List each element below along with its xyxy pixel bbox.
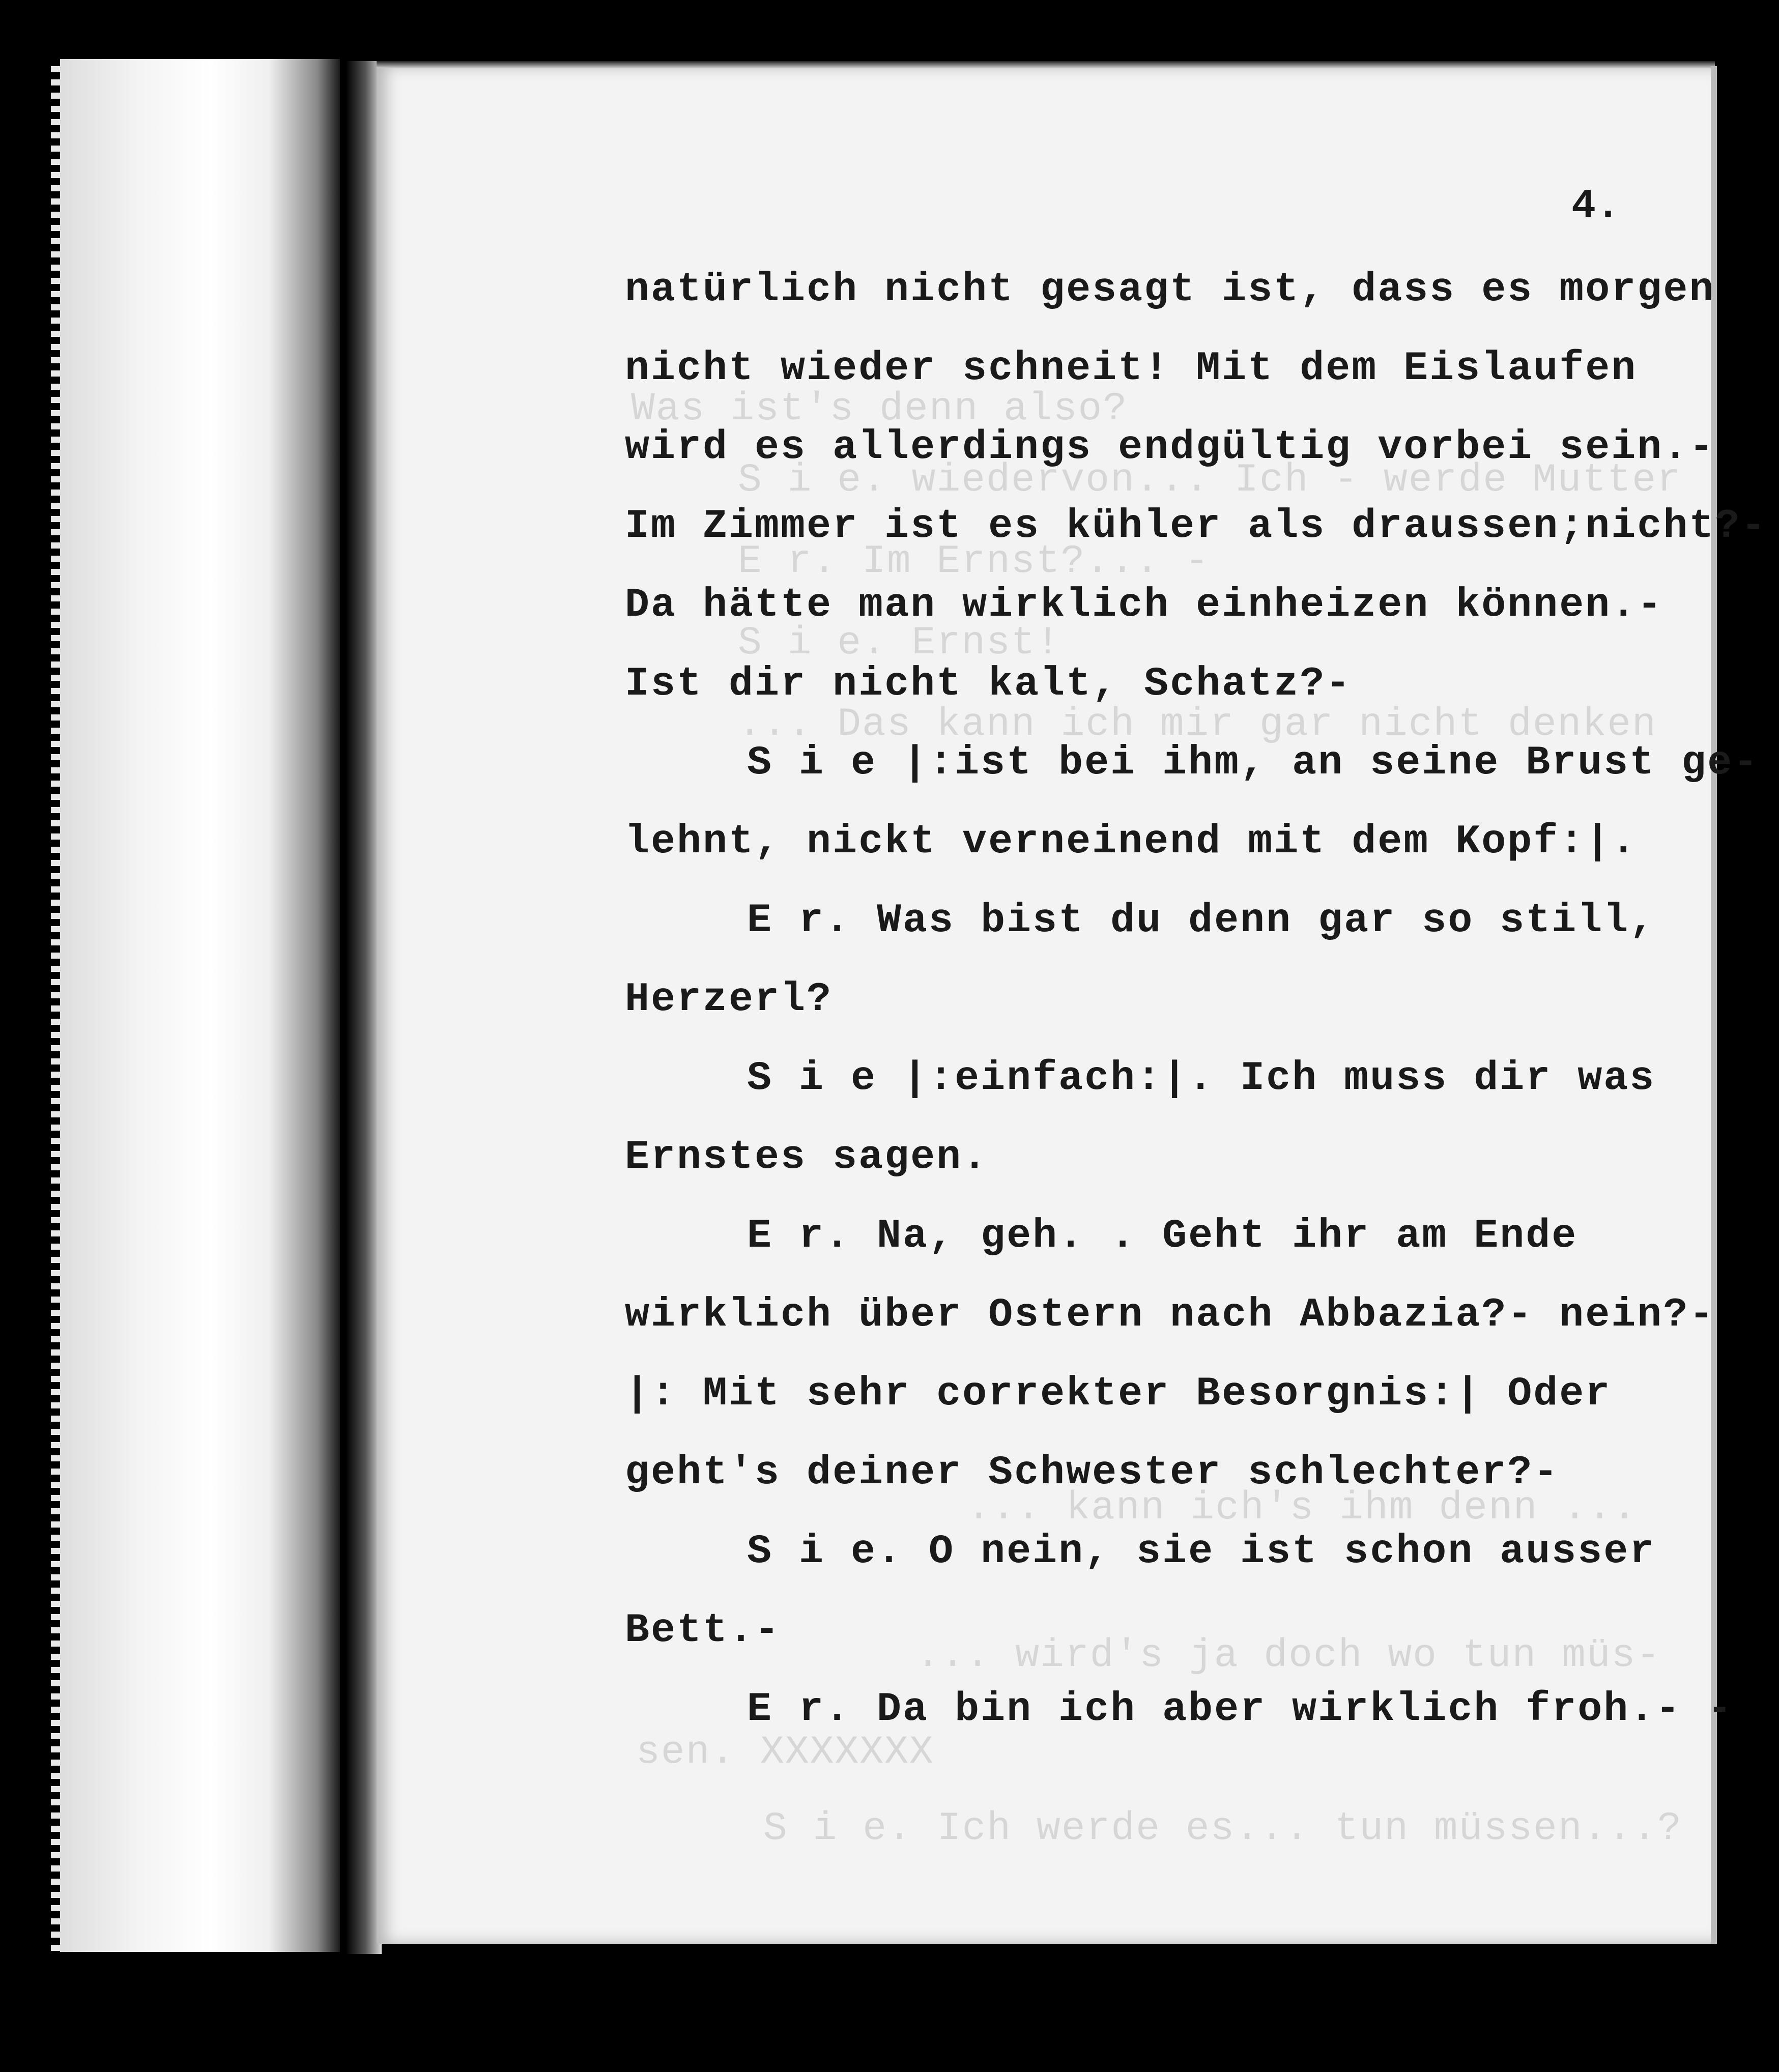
- deckled-edge: [51, 59, 60, 1952]
- text-line: Da hätte man wirklich einheizen können.-: [625, 582, 1663, 628]
- bleed-through-text: S i e. wiedervon... Ich - werde Mutter: [738, 458, 1682, 503]
- text-line: E r. Na, geh. . Geht ihr am Ende: [747, 1213, 1578, 1259]
- bleed-through-text: ... Das kann ich mir gar nicht denken: [738, 702, 1657, 747]
- text-line: S i e. O nein, sie ist schon ausser: [747, 1529, 1656, 1575]
- text-line: E r. Da bin ich aber wirklich froh.- -: [747, 1686, 1734, 1733]
- bleed-through-text: Was ist's denn also?: [631, 387, 1128, 431]
- page-number: 4.: [1571, 183, 1621, 229]
- text-line: nicht wieder schneit! Mit dem Eislaufen: [625, 346, 1638, 392]
- bleed-through-text: E r. Im Ernst?... -: [738, 539, 1210, 584]
- left-page-edge: [55, 59, 340, 1952]
- page-top-edge: [377, 61, 1715, 68]
- bleed-through-text: sen. XXXXXXX: [636, 1730, 934, 1775]
- text-line: Herzerl?: [625, 976, 833, 1023]
- text-line: E r. Was bist du denn gar so still,: [747, 898, 1656, 944]
- text-line: natürlich nicht gesagt ist, dass es morgen: [625, 267, 1715, 313]
- text-line: geht's deiner Schwester schlechter?-: [625, 1450, 1560, 1496]
- bleed-through-text: S i e. Ich werde es... tun müssen...?: [763, 1806, 1682, 1851]
- bleed-through-text: ... wird's ja doch wo tun müs-: [916, 1633, 1661, 1678]
- bleed-through-text: ... kann ich's ihm denn ...: [967, 1486, 1638, 1531]
- page-right-edge: [1711, 66, 1717, 1944]
- text-line: Ist dir nicht kalt, Schatz?-: [625, 661, 1352, 707]
- text-line: S i e |:ist bei ihm, an seine Brust ge-: [747, 740, 1760, 786]
- text-line: wird es allerdings endgültig vorbei sein.-: [625, 424, 1715, 471]
- text-line: Im Zimmer ist es kühler als draussen;nicht?-: [625, 503, 1767, 550]
- text-line: Bett.-: [625, 1607, 781, 1654]
- text-line: Ernstes sagen.: [625, 1134, 989, 1181]
- text-line: lehnt, nickt verneinend mit dem Kopf:|.: [625, 819, 1638, 865]
- text-line: |: Mit sehr correkter Besorgnis:| Oder: [625, 1371, 1612, 1417]
- bleed-through-text: S i e. Ernst!: [738, 621, 1061, 666]
- text-line: S i e |:einfach:|. Ich muss dir was: [747, 1055, 1656, 1102]
- text-line: wirklich über Ostern nach Abbazia?- nein?-: [625, 1292, 1715, 1338]
